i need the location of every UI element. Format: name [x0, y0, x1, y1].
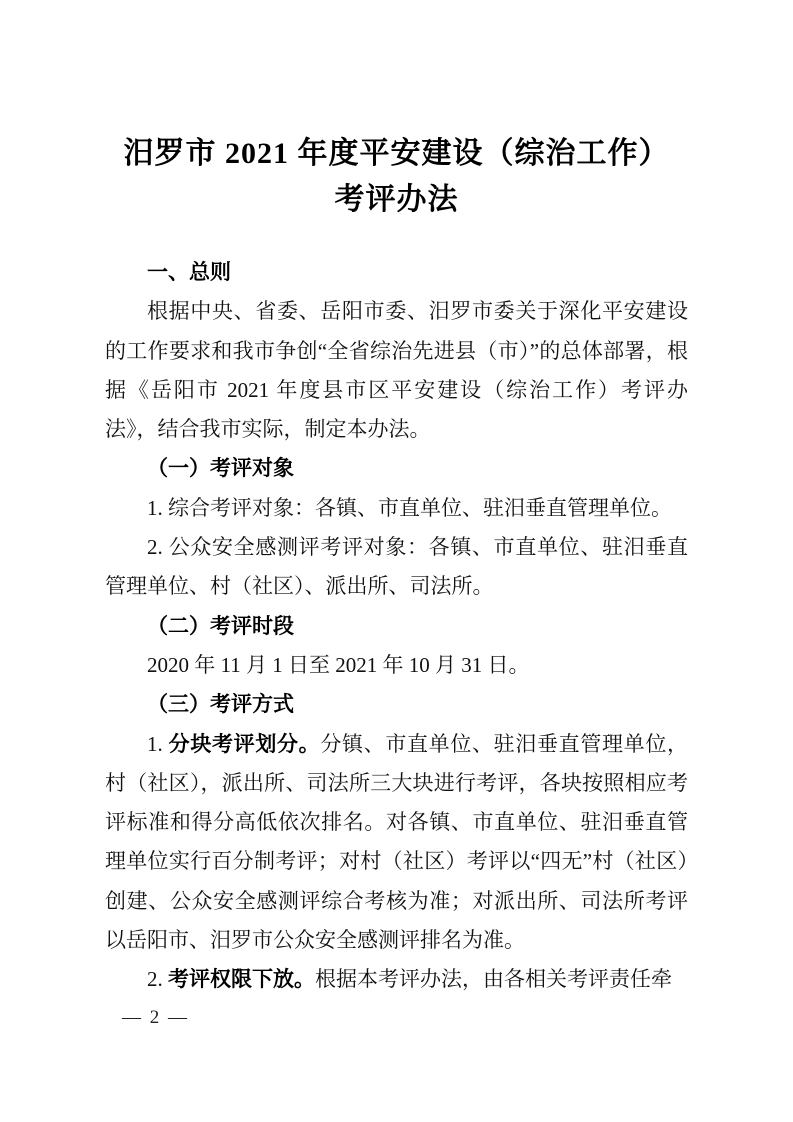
paragraph-target-item-2: 2. 公众安全感测评考评对象：各镇、市直单位、驻汨垂直管理单位、村（社区）、派出所、司法所。: [105, 535, 688, 599]
paragraph-method-item-1: [105, 725, 688, 961]
document-body: [105, 253, 688, 1000]
subsection-heading-evaluation-period: （二）考评时段: [147, 613, 294, 638]
method-item-2-text: 根据本考评办法，由各相关考评责任牵: [315, 967, 672, 992]
page-number: — 2 —: [122, 1007, 189, 1028]
paragraph-period: 2020 年 11 月 1 日至 2021 年 10 月 31 日。: [147, 652, 530, 677]
method-item-1-text: 分镇、市直单位、驻汨垂直管理单位，村（社区），派出所、司法所三大块进行考评，各块按照相应考评标准和得分高低依次排名。对各镇、市直单位、驻汨垂直管理单位实行百分制考评；对村（社区）考评以“四无”村（社区）创建、公众安全感测评综合考核为准；对派出所、司法所考评以岳阳市、汨罗市公众安全感测评排名为准。: [105, 731, 689, 953]
title-line-1: 汨罗市 2021 年度平安建设（综治工作）: [123, 137, 670, 170]
method-item-2-lead: 考评权限下放。: [168, 967, 315, 992]
method-item-1-lead: 分块考评划分。: [168, 731, 321, 756]
method-item-1-number: 1.: [147, 731, 169, 756]
paragraph-method-item-2: [105, 960, 688, 999]
subsection-heading-evaluation-method: （三）考评方式: [147, 692, 294, 717]
paragraph-intro: 根据中央、省委、岳阳市委、汨罗市委关于深化平安建设的工作要求和我市争创“全省综治先进县（市）”的总体部署，根据《岳阳市 2021 年度县市区平安建设（综治工作）考评办法》，结合我市实际，制定本办法。: [105, 299, 688, 442]
title-line-2: 考评办法: [334, 183, 459, 216]
section-heading-general-rules: 一、总则: [147, 261, 231, 284]
paragraph-target-item-1: 1. 综合考评对象：各镇、市直单位、驻汨垂直管理单位。: [147, 495, 672, 520]
method-item-2-number: 2.: [147, 967, 168, 992]
document-title: [0, 0, 793, 223]
subsection-heading-evaluation-targets: （一）考评对象: [147, 456, 294, 481]
